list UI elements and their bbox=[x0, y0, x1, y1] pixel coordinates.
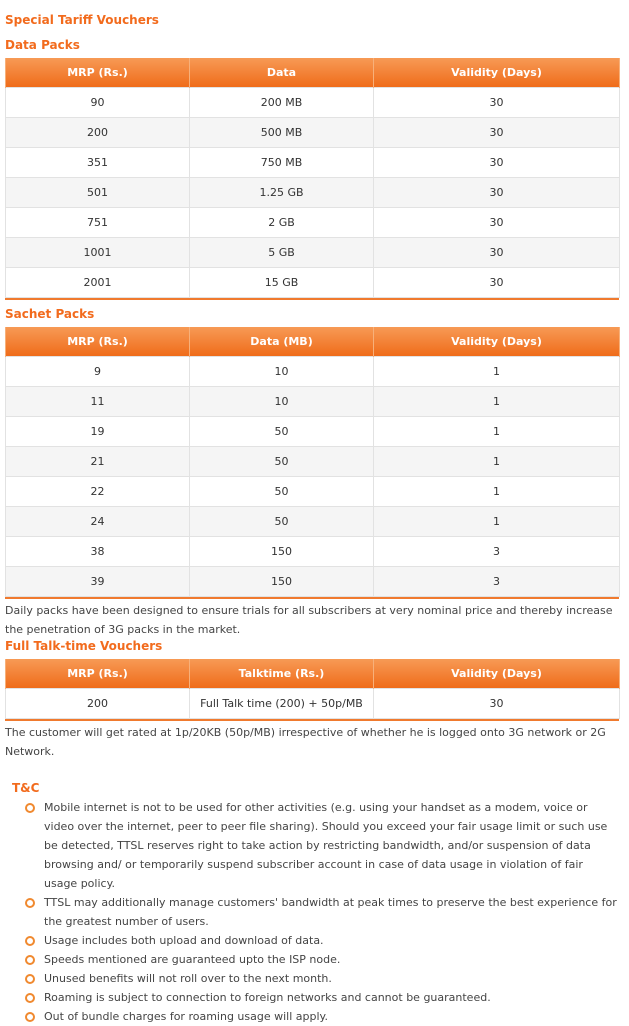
table-cell: 500 MB bbox=[190, 118, 374, 148]
table-cell: 351 bbox=[6, 148, 190, 178]
table-cell: 750 MB bbox=[190, 148, 374, 178]
table-cell: 30 bbox=[374, 268, 620, 298]
circle-bullet-icon bbox=[25, 993, 35, 1003]
terms-item bbox=[25, 969, 619, 988]
circle-bullet-icon bbox=[25, 1012, 35, 1022]
table-row bbox=[6, 118, 620, 148]
table-cell: 30 bbox=[374, 238, 620, 268]
talktime-vouchers-table bbox=[5, 659, 620, 719]
table-cell: 10 bbox=[190, 357, 374, 387]
table-row bbox=[6, 268, 620, 298]
column-header-data: Data bbox=[190, 58, 374, 88]
circle-bullet-icon bbox=[25, 955, 35, 965]
talktime-vouchers-title: Full Talk-time Vouchers bbox=[5, 639, 163, 653]
table-cell: 1.25 GB bbox=[190, 178, 374, 208]
sachet-packs-table bbox=[5, 327, 620, 597]
table-row bbox=[6, 417, 620, 447]
table-cell: 3 bbox=[374, 537, 620, 567]
column-header-mrp: MRP (Rs.) bbox=[6, 58, 190, 88]
table-cell: 11 bbox=[6, 387, 190, 417]
table-cell: 90 bbox=[6, 88, 190, 118]
circle-bullet-icon bbox=[25, 898, 35, 908]
table-cell: 1 bbox=[374, 417, 620, 447]
column-header-validity: Validity (Days) bbox=[374, 58, 620, 88]
table-cell: 3 bbox=[374, 567, 620, 597]
table-row bbox=[6, 357, 620, 387]
table-row bbox=[6, 507, 620, 537]
table-cell: 30 bbox=[374, 88, 620, 118]
terms-item-text: TTSL may additionally manage customers' bandwidth at peak times to preserve the best experience for the greatest number of users. bbox=[44, 896, 617, 928]
table-divider bbox=[5, 298, 619, 300]
table-row bbox=[6, 689, 620, 719]
terms-item bbox=[25, 893, 619, 931]
table-cell: 50 bbox=[190, 507, 374, 537]
table-divider bbox=[5, 719, 619, 721]
table-cell: 50 bbox=[190, 447, 374, 477]
table-cell: 150 bbox=[190, 567, 374, 597]
table-cell: 19 bbox=[6, 417, 190, 447]
table-row bbox=[6, 88, 620, 118]
column-header-validity: Validity (Days) bbox=[374, 327, 620, 357]
table-cell: 21 bbox=[6, 447, 190, 477]
table-cell: 38 bbox=[6, 537, 190, 567]
table-divider bbox=[5, 597, 619, 599]
table-cell: 2 GB bbox=[190, 208, 374, 238]
terms-item bbox=[25, 950, 619, 969]
table-cell: 30 bbox=[374, 118, 620, 148]
page-title: Special Tariff Vouchers bbox=[5, 13, 159, 27]
table-cell: 30 bbox=[374, 689, 620, 719]
table-cell: 39 bbox=[6, 567, 190, 597]
table-row bbox=[6, 477, 620, 507]
terms-item-text: Roaming is subject to connection to foreign networks and cannot be guaranteed. bbox=[44, 991, 491, 1004]
table-row bbox=[6, 447, 620, 477]
table-cell: 2001 bbox=[6, 268, 190, 298]
terms-list bbox=[5, 798, 619, 1026]
table-cell: 1001 bbox=[6, 238, 190, 268]
table-cell: 9 bbox=[6, 357, 190, 387]
table-cell: 200 bbox=[6, 118, 190, 148]
table-cell: 1 bbox=[374, 477, 620, 507]
sachet-packs-note: Daily packs have been designed to ensure trials for all subscribers at very nominal price and thereby increase the penetration of 3G packs in the market. bbox=[5, 604, 613, 636]
circle-bullet-icon bbox=[25, 936, 35, 946]
column-header-talktime: Talktime (Rs.) bbox=[190, 659, 374, 689]
table-row bbox=[6, 238, 620, 268]
table-cell: 1 bbox=[374, 507, 620, 537]
table-cell: 5 GB bbox=[190, 238, 374, 268]
terms-item bbox=[25, 798, 619, 893]
table-cell: 30 bbox=[374, 148, 620, 178]
terms-item-text: Unused benefits will not roll over to the next month. bbox=[44, 972, 332, 985]
table-cell: 751 bbox=[6, 208, 190, 238]
table-cell: 1 bbox=[374, 447, 620, 477]
column-header-data: Data (MB) bbox=[190, 327, 374, 357]
table-cell: 1 bbox=[374, 387, 620, 417]
table-cell: 30 bbox=[374, 178, 620, 208]
talktime-note: The customer will get rated at 1p/20KB (50p/MB) irrespective of whether he is logged onto 3G network or 2G Network. bbox=[5, 726, 606, 758]
terms-item-text: Usage includes both upload and download of data. bbox=[44, 934, 324, 947]
terms-title: T&C bbox=[12, 781, 40, 795]
table-cell: Full Talk time (200) + 50p/MB bbox=[190, 689, 374, 719]
table-cell: 30 bbox=[374, 208, 620, 238]
table-cell: 24 bbox=[6, 507, 190, 537]
sachet-packs-title: Sachet Packs bbox=[5, 307, 95, 321]
terms-item-text: Out of bundle charges for roaming usage will apply. bbox=[44, 1010, 328, 1023]
terms-item bbox=[25, 1007, 619, 1026]
terms-item-text: Speeds mentioned are guaranteed upto the ISP node. bbox=[44, 953, 341, 966]
table-row bbox=[6, 567, 620, 597]
table-cell: 200 MB bbox=[190, 88, 374, 118]
table-row bbox=[6, 387, 620, 417]
table-cell: 50 bbox=[190, 417, 374, 447]
table-cell: 501 bbox=[6, 178, 190, 208]
column-header-validity: Validity (Days) bbox=[374, 659, 620, 689]
table-cell: 200 bbox=[6, 689, 190, 719]
data-packs-table bbox=[5, 58, 620, 298]
circle-bullet-icon bbox=[25, 803, 35, 813]
table-cell: 150 bbox=[190, 537, 374, 567]
table-row bbox=[6, 178, 620, 208]
table-row bbox=[6, 537, 620, 567]
column-header-mrp: MRP (Rs.) bbox=[6, 659, 190, 689]
data-packs-title: Data Packs bbox=[5, 38, 80, 52]
table-cell: 15 GB bbox=[190, 268, 374, 298]
terms-item bbox=[25, 931, 619, 950]
table-cell: 10 bbox=[190, 387, 374, 417]
terms-item bbox=[25, 988, 619, 1007]
table-cell: 22 bbox=[6, 477, 190, 507]
terms-item-text: Mobile internet is not to be used for other activities (e.g. using your handset as a modem, voice or video over the internet, peer to peer file sharing). Should you exceed your fair usage limit or such use be detected, TTSL reserves right to take action by restricting bandwidth, and/or suspension of data browsing and/ or temporarily suspend subscriber account in case of data usage in violation of fair usage policy. bbox=[44, 801, 608, 890]
table-cell: 1 bbox=[374, 357, 620, 387]
table-row bbox=[6, 148, 620, 178]
table-row bbox=[6, 208, 620, 238]
circle-bullet-icon bbox=[25, 974, 35, 984]
table-cell: 50 bbox=[190, 477, 374, 507]
column-header-mrp: MRP (Rs.) bbox=[6, 327, 190, 357]
